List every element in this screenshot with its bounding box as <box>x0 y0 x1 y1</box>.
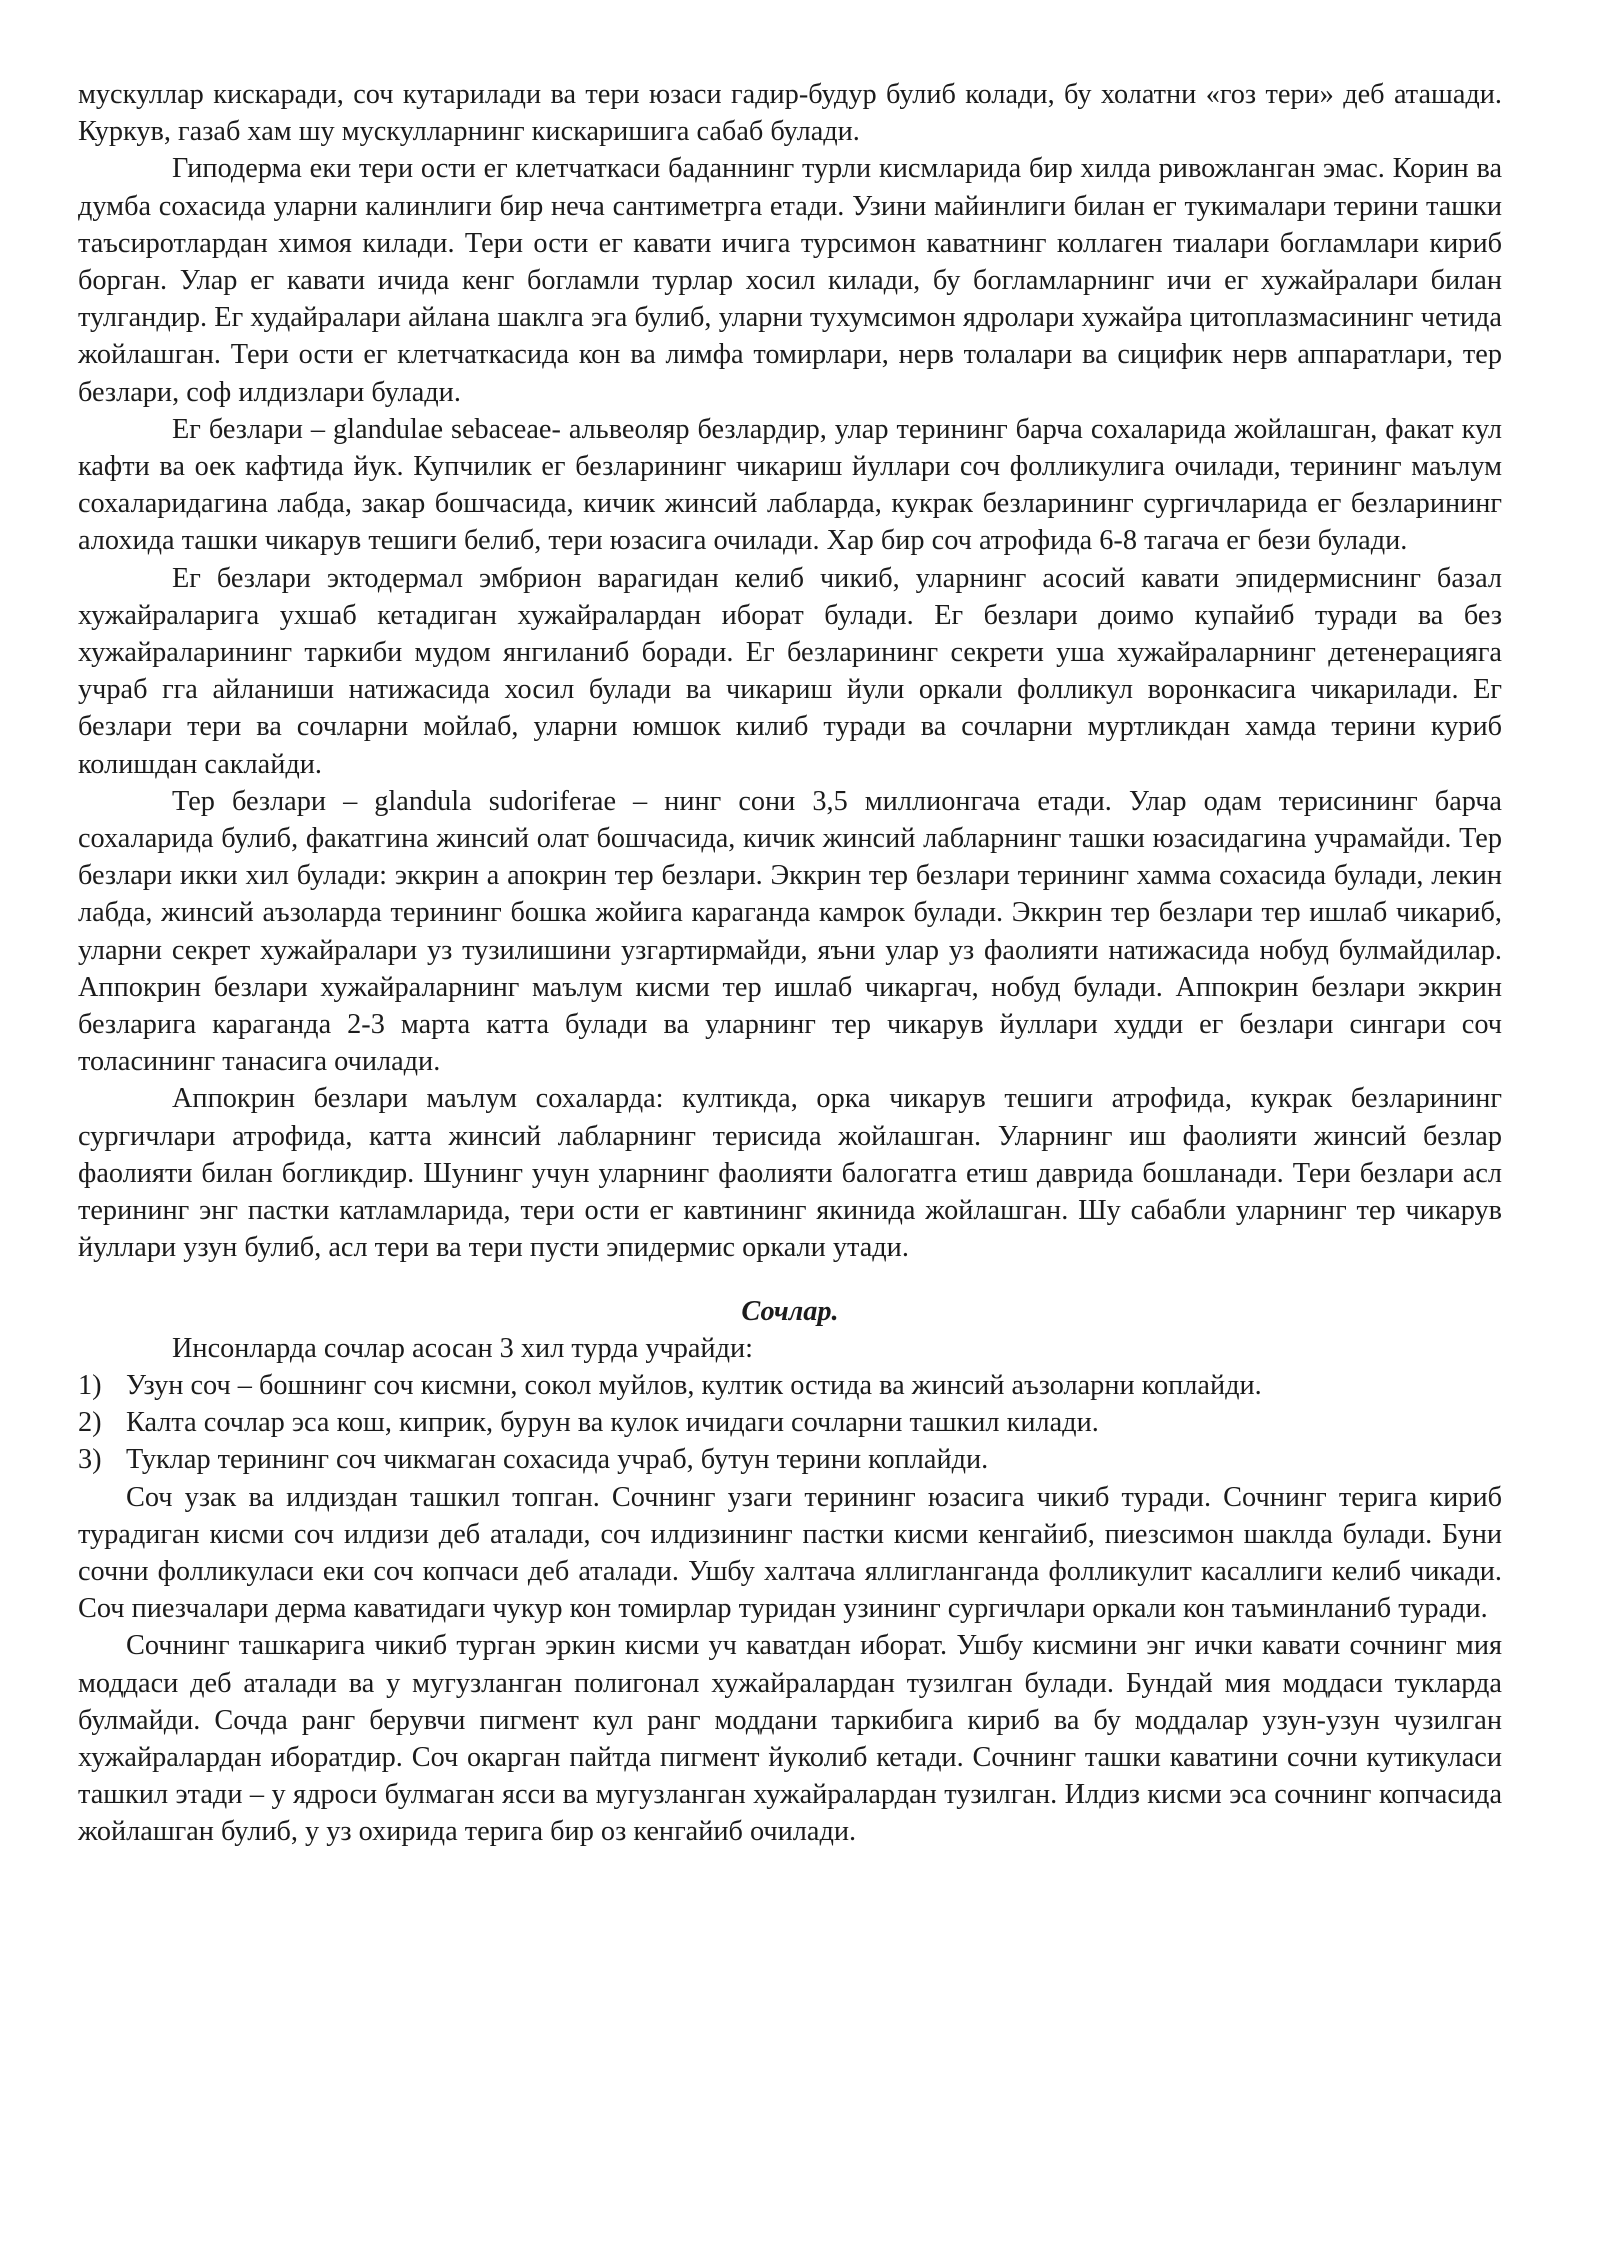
section-heading-hair: Сочлар. <box>741 1295 839 1327</box>
list-item-number: 2) <box>78 1407 102 1439</box>
paragraph-sebaceous-glands: Ег безлари – glandulae sebaceae- альвеоляр безлардир, улар терининг барча сохаларида жойлашган, факат кул кафти ва оек кафтида йук. Купчилик ег безларининг чикариш йуллари соч фолликулига очилади, терининг маълум сохаларидагина лабда, закар бошчасида, кичик жинсий лабларда, кукрак безларининг сургичларида ег безларининг алохида ташки чикарув тешиги белиб, тери юзасига очилади. Хар бир соч атрофида 6-8 тагача ег бези булади. <box>78 413 1502 557</box>
paragraph-apocrine-glands: Аппокрин безлари маълум сохаларда: култикда, орка чикарув тешиги атрофида, кукрак безларининг сургичлари атрофида, катта жинсий лабларнинг терисида жойлашган. Уларнинг иш фаолияти жинсий безлар фаолияти билан богликдир. Шунинг учун уларнинг фаолияти балогатга етиш даврида бошланади. Тери безлари асл терининг энг пастки катламларида, тери ости ег кавтининг якинида жойлашган. Шу сабабли уларнинг тер чикарув йуллари узун булиб, асл тери ва тери пусти эпидермис оркали утади. <box>78 1083 1502 1264</box>
document-page <box>78 76 1502 1851</box>
list-item <box>78 1441 1502 1478</box>
list-item <box>78 1404 1502 1441</box>
paragraph-sweat-glands: Тер безлари – glandula sudoriferae – нинг сони 3,5 миллионгача етади. Улар одам терисининг барча сохаларида булиб, факатгина жинсий олат бошчасида, кичик жинсий лабларнинг ташки юзасидагина учрамайди. Тер безлари икки хил булади: эккрин а апокрин тер безлари. Эккрин тер безлари терининг хамма сохасида булади, лекин лабда, жинсий аъзоларда терининг бошка жойига караганда камрок булади. Эккрин тер безлари тер ишлаб чикариб, уларни секрет хужайралари уз тузилишини узгартирмайди, яъни улар уз фаолияти натижасида нобуд булмайдилар. Аппокрин безлари хужайраларнинг маълум кисми тер ишлаб чикаргач, нобуд булади. Аппокрин безлари эккрин безларига караганда 2-3 марта катта булади ва уларнинг тер чикарув йуллари худди ег безлари сингари соч толасининг танасига очилади. <box>78 785 1502 1078</box>
list-item-text: Туклар терининг соч чикмаган сохасида учраб, бутун терини коплайди. <box>126 1444 989 1476</box>
list-item-text: Узун соч – бошнинг соч кисмни, сокол муйлов, култик остида ва жинсий аъзоларни коплайди. <box>126 1369 1262 1401</box>
section-intro: Инсонларда сочлар асосан 3 хил турда учрайди: <box>172 1332 753 1364</box>
paragraph-goosebumps: мускуллар кискаради, соч кутарилади ва тери юзаси гадир-будур булиб колади, бу холатни «гоз тери» деб аташади. Куркув, газаб хам шу мускулларнинг кискаришига сабаб булади. <box>78 79 1502 148</box>
paragraph-hypodermis: Гиподерма еки тери ости ег клетчаткаси баданнинг турли кисмларида бир хилда ривожланган эмас. Корин ва думба сохасида уларни калинлиги бир неча сантиметрга етади. Узини майинлиги билан ег тукималари терини ташки таъсиротлардан химоя килади. Тери ости ег кавати ичига турсимон каватнинг коллаген тиалари богламлари кириб борган. Улар ег кавати ичида кенг богламли турлар хосил килади, бу богламларнинг ичи ег хужайралари билан тулгандир. Ег худайралари айлана шаклга эга булиб, уларни тухумсимон ядролари хужайра цитоплазмасининг четида жойлашган. Тери ости ег клетчаткасида кон ва лимфа томирлари, нерв толалари ва сицифик нерв аппаратлари, тер безлари, соф илдизлари булади. <box>78 153 1502 408</box>
list-item <box>78 1367 1502 1404</box>
list-item-text: Калта сочлар эса кош, киприк, бурун ва кулок ичидаги сочларни ташкил килади. <box>126 1407 1099 1439</box>
hair-types-list <box>78 1367 1502 1479</box>
list-item-number: 1) <box>78 1369 102 1401</box>
paragraph-sebaceous-origin: Ег безлари эктодермал эмбрион варагидан келиб чикиб, уларнинг асосий кавати эпидермиснинг базал хужайраларига ухшаб кетадиган хужайралардан иборат булади. Ег безлари доимо купайиб туради ва без хужайраларининг таркиби мудом янгиланиб боради. Ег безларининг секрети уша хужайраларнинг детенерацияга учраб гга айланиши натижасида хосил булади ва чикариш йули оркали фолликул воронкасига чикарилади. Ег безлари тери ва сочларни мойлаб, уларни юмшок килиб туради ва сочларни муртликдан хамда терини куриб колишдан саклайди. <box>78 562 1502 780</box>
list-item-number: 3) <box>78 1444 102 1476</box>
paragraph-hair-layers: Сочнинг ташкарига чикиб турган эркин кисми уч каватдан иборат. Ушбу кисмини энг ички кавати сочнинг мия моддаси деб аталади ва у мугузланган полигонал хужайралардан тузилган булади. Бундай мия моддаси тукларда булмайди. Сочда ранг берувчи пигмент кул ранг моддани таркибига кириб ва бу моддалар узун-узун чузилган хужайралардан иборатдир. Соч окарган пайтда пигмент йуколиб кетади. Сочнинг ташки каватини сочни кутикуласи ташкил этади – у ядроси булмаган ясси ва мугузланган хужайралардан тузилган. Илдиз кисми эса сочнинг копчасида жойлашган булиб, у уз охирида терига бир оз кенгайиб очилади. <box>78 1630 1502 1848</box>
paragraph-hair-structure: Соч узак ва илдиздан ташкил топган. Сочнинг узаги терининг юзасига чикиб туради. Сочнинг терига кириб турадиган кисми соч илдизи деб аталади, соч илдизининг пастки кисми кенгайиб, пиезсимон шаклда булади. Буни сочни фолликуласи еки соч копчаси деб аталади. Ушбу халтача яллигланганда фолликулит касаллиги келиб чикади. Соч пиезчалари дерма каватидаги чукур кон томирлар туридан узининг сургичлари оркали кон таъминланиб туради. <box>78 1481 1502 1625</box>
